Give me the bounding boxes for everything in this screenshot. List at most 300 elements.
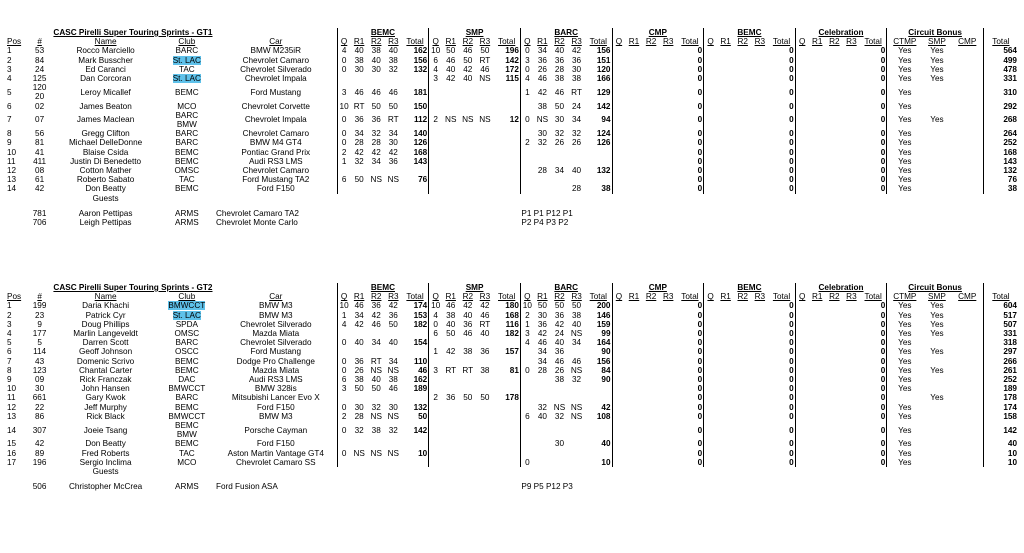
empty-cell <box>751 338 768 347</box>
car-cell: Porsche Cayman <box>244 425 308 435</box>
round-score <box>351 166 368 175</box>
empty-cell <box>704 329 717 338</box>
pos-cell: 16 <box>7 448 17 458</box>
round-score <box>568 393 585 402</box>
round-total: 10 <box>601 457 611 467</box>
round-total: 0 <box>880 457 886 467</box>
club-text: BEMC <box>175 147 199 157</box>
driver-name: James Maclean <box>76 115 135 125</box>
header-total: Total <box>498 37 516 47</box>
empty-cell <box>625 175 642 184</box>
round-score: 28 <box>354 138 364 148</box>
round-total: 38 <box>601 184 611 194</box>
round-score: 46 <box>480 64 490 74</box>
round-score <box>534 439 551 448</box>
empty-cell <box>809 46 826 55</box>
empty-cell <box>826 375 843 384</box>
round-total: 0 <box>789 375 794 385</box>
round-score: 38 <box>554 375 565 385</box>
round-score <box>368 347 385 356</box>
round-total: 90 <box>601 347 611 357</box>
empty-cell <box>704 83 717 101</box>
empty-cell <box>809 338 826 347</box>
round-total: 0 <box>880 166 886 176</box>
empty-cell <box>751 175 768 184</box>
round-score <box>351 393 368 402</box>
table-row <box>6 148 1018 157</box>
empty-cell <box>826 449 843 458</box>
round-total: 0 <box>697 46 703 56</box>
empty-cell <box>809 129 826 138</box>
empty-cell <box>643 439 660 448</box>
guest-name: Leigh Pettipas <box>79 218 132 228</box>
empty-cell <box>643 366 660 375</box>
round-total: 90 <box>601 375 611 385</box>
bonus-smp <box>922 83 951 101</box>
bonus-smp: Yes <box>930 319 944 329</box>
club-cell <box>159 357 215 366</box>
empty-cell <box>809 184 826 193</box>
round-total: 0 <box>697 356 703 366</box>
empty-cell <box>625 421 642 439</box>
round-score: 46 <box>354 87 364 97</box>
header-car: Car <box>269 292 283 302</box>
round-score: 36 <box>554 55 565 65</box>
bonus-smp <box>922 184 951 193</box>
bonus-cmp <box>952 102 984 111</box>
group-header-bemc: BEMC <box>337 28 429 37</box>
empty-cell <box>809 357 826 366</box>
round-score: NS <box>370 175 382 185</box>
empty-cell <box>643 74 660 83</box>
empty-cell <box>751 357 768 366</box>
round-score <box>337 329 350 338</box>
round-score <box>520 175 533 184</box>
empty-cell <box>809 111 826 129</box>
round-total: 0 <box>697 64 703 74</box>
round-score <box>351 347 368 356</box>
empty-cell <box>826 56 843 65</box>
pos-cell: 17 <box>7 457 17 467</box>
empty-cell <box>809 412 826 421</box>
empty-cell <box>843 129 860 138</box>
empty-cell <box>734 166 751 175</box>
header-r2: R2 <box>462 292 474 302</box>
overall-total: 507 <box>983 320 1018 329</box>
bonus-ctmp: Yes <box>887 338 922 347</box>
round-score: 24 <box>554 329 565 339</box>
club-cell <box>159 74 215 83</box>
round-score <box>551 175 568 184</box>
round-score: 32 <box>388 425 398 435</box>
header-r2: R2 <box>370 37 382 47</box>
empty-cell <box>643 412 660 421</box>
spacer <box>983 28 1018 37</box>
header-r1: R1 <box>720 292 731 302</box>
empty-cell <box>843 403 860 412</box>
header-q: Q <box>337 292 350 301</box>
club-cell <box>159 403 215 412</box>
empty-cell <box>795 74 808 83</box>
header-r1: R1 <box>537 292 548 302</box>
round-total: 189 <box>413 384 428 394</box>
club-cell <box>159 56 215 65</box>
number-cell: 42 <box>35 439 45 449</box>
round-score: 40 <box>371 55 381 65</box>
round-total: 0 <box>880 439 886 449</box>
empty-cell <box>612 449 625 458</box>
round-total: 0 <box>789 46 794 56</box>
pos-cell: 1 <box>7 301 12 311</box>
round-score: 6 <box>520 412 533 421</box>
empty-cell <box>795 458 808 467</box>
empty-cell <box>843 157 860 166</box>
header-r3: R3 <box>388 37 399 47</box>
driver-name: Gregg Clifton <box>81 129 130 139</box>
round-score: NS <box>387 175 399 185</box>
round-score: 42 <box>388 301 398 311</box>
empty-cell <box>843 338 860 347</box>
round-score <box>476 375 493 384</box>
empty-cell <box>660 439 677 448</box>
round-score: 10 <box>429 301 442 310</box>
round-total: 0 <box>697 101 703 111</box>
round-score: 0 <box>520 458 533 467</box>
round-total <box>585 421 612 439</box>
round-total: 0 <box>880 74 886 84</box>
empty-cell <box>751 148 768 157</box>
overall-total: 168 <box>983 148 1018 157</box>
bonus-ctmp: Yes <box>887 458 922 467</box>
empty-cell <box>843 184 860 193</box>
car-cell: Audi RS3 LMS <box>248 375 303 385</box>
round-score: 3 <box>337 384 350 393</box>
empty-cell <box>660 393 677 402</box>
round-score: 36 <box>371 115 381 125</box>
round-score: 0 <box>337 65 350 74</box>
round-score: 34 <box>354 310 364 320</box>
pos-cell: 11 <box>7 156 16 166</box>
round-score: 4 <box>520 338 533 347</box>
round-score: 0 <box>337 403 350 412</box>
round-score: 6 <box>429 56 442 65</box>
round-total <box>493 175 520 184</box>
empty-cell <box>795 157 808 166</box>
table-row <box>6 338 1018 347</box>
round-score <box>429 148 442 157</box>
round-score <box>429 449 442 458</box>
number-cell: 22 <box>35 402 45 412</box>
empty-cell <box>734 311 751 320</box>
round-score: 34 <box>354 129 364 139</box>
table-row <box>6 157 1018 166</box>
empty-cell <box>809 393 826 402</box>
round-total: 142 <box>596 101 611 111</box>
empty-cell <box>751 157 768 166</box>
header-r3: R3 <box>754 292 766 302</box>
empty-cell <box>734 83 751 101</box>
round-score <box>429 384 442 393</box>
table-row <box>6 56 1018 65</box>
guest-positions: P1 P1 P12 P1 <box>521 208 573 218</box>
round-score: 34 <box>537 46 547 56</box>
round-total: 0 <box>697 319 703 329</box>
round-score <box>429 421 442 439</box>
header-q: Q <box>704 292 717 301</box>
round-score: 32 <box>554 129 565 139</box>
round-score: 32 <box>388 64 398 74</box>
round-total: 142 <box>505 55 519 65</box>
empty-cell <box>717 157 734 166</box>
empty-cell <box>734 458 751 467</box>
round-score <box>429 175 442 184</box>
round-score: 46 <box>354 301 364 311</box>
round-score <box>534 393 551 402</box>
bonus-smp <box>922 157 951 166</box>
round-score <box>568 458 585 467</box>
round-score <box>551 148 568 157</box>
round-total: 0 <box>880 138 886 148</box>
empty-cell <box>717 111 734 129</box>
empty-cell <box>795 357 808 366</box>
header-r3: R3 <box>571 292 582 302</box>
empty-cell <box>826 329 843 338</box>
car-cell: Chevrolet Corvette <box>241 101 310 111</box>
pos-cell: 3 <box>7 319 12 329</box>
empty-cell <box>625 439 642 448</box>
round-score: 34 <box>388 356 398 366</box>
club-cell <box>159 384 215 393</box>
empty-cell <box>625 157 642 166</box>
number-cell: 120 20 <box>32 83 47 102</box>
round-score: 30 <box>554 439 565 449</box>
header-cmp: CMP <box>958 37 977 47</box>
guest-positions: P2 P4 P3 P2 <box>521 218 569 228</box>
round-score <box>351 458 368 467</box>
round-score <box>385 329 402 338</box>
round-total: 0 <box>880 448 886 458</box>
round-score: RT <box>462 365 474 375</box>
bonus-smp <box>922 175 951 184</box>
round-score <box>551 449 568 458</box>
car-cell: Chevrolet Camaro SS <box>235 457 316 467</box>
round-score: RT <box>370 356 382 366</box>
round-total: 0 <box>789 384 794 394</box>
round-score <box>534 175 551 184</box>
number-cell: 84 <box>35 55 45 65</box>
club-text: BARC <box>175 129 199 139</box>
round-score: 30 <box>554 115 565 125</box>
round-score: 38 <box>354 375 364 385</box>
bonus-cmp <box>952 184 984 193</box>
empty-cell <box>843 111 860 129</box>
empty-cell <box>826 138 843 147</box>
empty-cell <box>660 46 677 55</box>
car-cell: BMW M3 <box>258 411 293 421</box>
club-cell <box>159 102 215 111</box>
round-score <box>551 393 568 402</box>
number-cell: 9 <box>37 319 42 329</box>
round-score: 38 <box>354 55 364 65</box>
overall-total: 38 <box>983 184 1018 193</box>
bonus-cmp <box>952 357 984 366</box>
empty-cell <box>660 412 677 421</box>
empty-cell <box>660 74 677 83</box>
round-score <box>568 175 585 184</box>
empty-cell <box>660 449 677 458</box>
round-score <box>476 175 493 184</box>
empty-cell <box>643 393 660 402</box>
header-r1: R1 <box>537 37 548 47</box>
overall-total: 158 <box>983 412 1018 421</box>
round-score <box>351 184 368 193</box>
round-total <box>493 338 520 347</box>
round-score: 32 <box>371 129 381 139</box>
empty-cell <box>809 347 826 356</box>
club-text: TAC <box>178 175 195 185</box>
round-score: 32 <box>537 138 547 148</box>
empty-cell <box>795 184 808 193</box>
guests-label: Guests <box>92 467 119 477</box>
bonus-ctmp: Yes <box>887 375 922 384</box>
header-r1: R1 <box>811 37 823 47</box>
driver-name: Cotton Mather <box>79 166 132 176</box>
round-score: 26 <box>554 365 565 375</box>
round-score: 36 <box>537 55 547 65</box>
overall-total: 318 <box>983 338 1018 347</box>
empty-cell <box>704 357 717 366</box>
header-smp: SMP <box>928 292 946 302</box>
round-total <box>493 421 520 439</box>
guest-name: Aaron Pettipas <box>78 208 133 218</box>
empty-cell <box>751 166 768 175</box>
round-score <box>442 138 459 147</box>
driver-name: Leroy Micallef <box>80 87 131 97</box>
round-total <box>402 347 429 356</box>
empty-cell <box>612 439 625 448</box>
round-score <box>337 184 350 193</box>
round-total: 0 <box>789 301 794 311</box>
club-text: BEMC <box>175 402 199 412</box>
table-row <box>6 184 1018 193</box>
round-score: 34 <box>371 338 381 348</box>
empty-cell <box>751 375 768 384</box>
round-score <box>520 449 533 458</box>
round-score: 46 <box>371 319 381 329</box>
empty-cell <box>660 403 677 412</box>
spacer <box>6 482 27 491</box>
round-score <box>520 393 533 402</box>
round-score <box>429 166 442 175</box>
empty-cell <box>612 301 625 310</box>
empty-cell <box>795 138 808 147</box>
driver-name: Daria Khachi <box>82 301 130 311</box>
round-total: 0 <box>697 138 703 148</box>
guest-positions: P9 P5 P12 P3 <box>521 482 573 492</box>
round-score: 42 <box>572 46 582 56</box>
round-total: 0 <box>697 457 703 467</box>
round-total: 0 <box>880 329 886 339</box>
car-cell: Mitsubishi Lancer Evo X <box>231 393 320 403</box>
round-score: 3 <box>429 74 442 83</box>
header-total: Total <box>589 37 607 47</box>
round-total: 0 <box>789 402 794 412</box>
round-score: 36 <box>354 356 364 366</box>
empty-cell <box>643 46 660 55</box>
empty-cell <box>734 175 751 184</box>
round-score <box>442 384 459 393</box>
empty-cell <box>734 393 751 402</box>
empty-cell <box>795 393 808 402</box>
table-row <box>6 111 1018 129</box>
round-score <box>429 184 442 193</box>
empty-cell <box>612 102 625 111</box>
round-total <box>493 384 520 393</box>
empty-cell <box>734 375 751 384</box>
round-score <box>551 184 568 193</box>
round-score <box>476 166 493 175</box>
empty-cell <box>751 311 768 320</box>
bonus-ctmp: Yes <box>887 449 922 458</box>
empty-cell <box>826 403 843 412</box>
round-score <box>551 157 568 166</box>
bonus-cmp <box>952 74 984 83</box>
round-score <box>476 412 493 421</box>
round-total <box>493 83 520 101</box>
empty-cell <box>660 301 677 310</box>
bonus-ctmp: Yes <box>887 421 922 439</box>
round-score: 0 <box>337 138 350 147</box>
header-r2: R2 <box>645 37 657 47</box>
round-score <box>476 148 493 157</box>
car-cell: Chevrolet Silverado <box>240 319 312 329</box>
empty-cell <box>717 403 734 412</box>
round-score <box>476 83 493 101</box>
group-header-bemc: BEMC <box>704 283 796 292</box>
round-score: 42 <box>388 147 398 157</box>
pos-cell: 2 <box>7 310 12 320</box>
empty-cell <box>809 56 826 65</box>
header-r2: R2 <box>554 37 565 47</box>
empty-cell <box>795 83 808 101</box>
empty-cell <box>643 83 660 101</box>
round-score: 38 <box>388 375 398 385</box>
group-header-cmp: CMP <box>612 283 704 292</box>
bonus-smp <box>922 166 951 175</box>
empty-cell <box>734 111 751 129</box>
group-header-smp: SMP <box>429 283 521 292</box>
round-score: 0 <box>337 129 350 138</box>
table-row <box>6 357 1018 366</box>
round-score <box>429 129 442 138</box>
round-score <box>476 138 493 147</box>
empty-cell <box>612 320 625 329</box>
round-score: 42 <box>354 319 364 329</box>
round-score <box>429 375 442 384</box>
round-total: 200 <box>596 301 611 311</box>
empty-cell <box>809 102 826 111</box>
empty-cell <box>795 301 808 310</box>
round-total <box>585 175 612 184</box>
empty-cell <box>717 74 734 83</box>
header-number: # <box>37 37 42 47</box>
round-total: 0 <box>880 101 886 111</box>
header-r3: R3 <box>754 37 766 47</box>
club-text: BARC <box>175 393 199 403</box>
overall-total: 252 <box>983 375 1018 384</box>
empty-cell <box>704 65 717 74</box>
empty-cell <box>826 338 843 347</box>
